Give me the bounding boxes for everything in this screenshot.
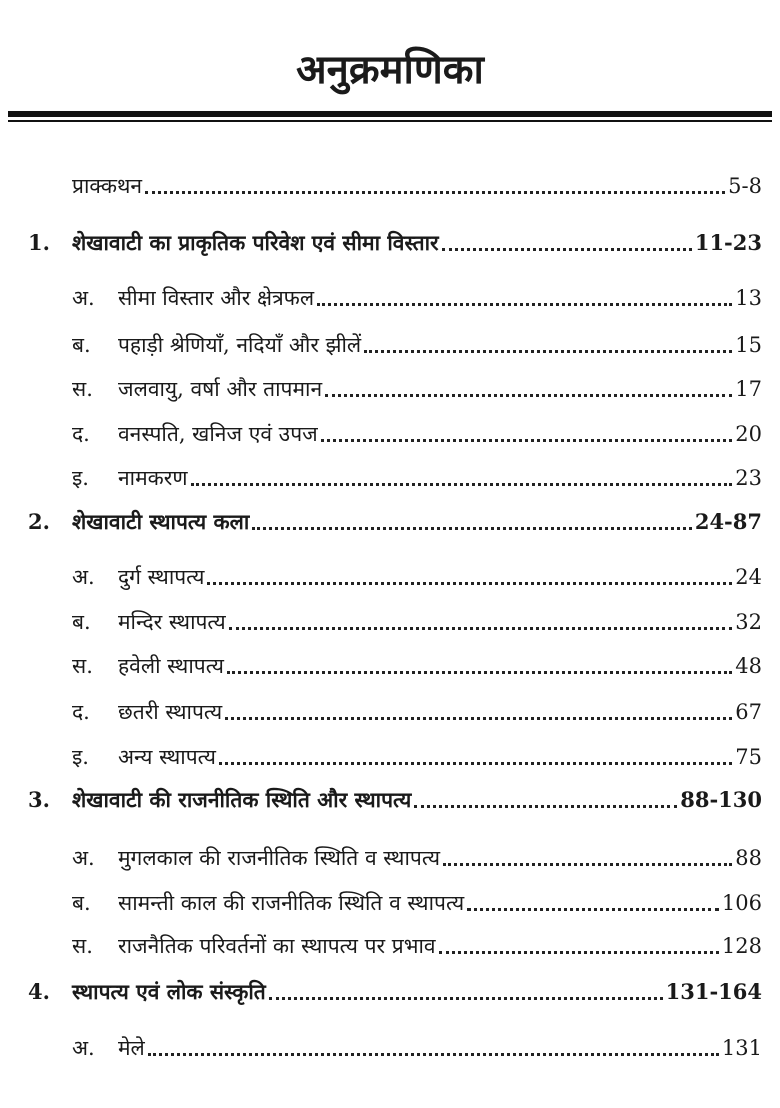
entry-label: छतरी स्थापत्य [118,700,223,724]
page-number: 131-164 [665,979,762,1004]
section-letter: अ. [72,286,95,310]
title-rule-thin [8,120,772,122]
entry-label: सामन्ती काल की राजनीतिक स्थिति व स्थापत्य [118,891,465,915]
page-number: 32 [735,610,762,634]
dot-leader [269,997,663,1000]
page-number: 13 [735,286,762,310]
section-letter: ब. [72,891,91,915]
section-entry [0,282,762,314]
dot-leader [252,527,692,530]
dot-leader [439,951,719,954]
entry-content [72,784,762,816]
page-title: अनुक्रमणिका [296,46,484,93]
entry-label: शेखावाटी की राजनीतिक स्थिति और स्थापत्य [72,787,412,812]
entry-content [72,282,762,314]
section-entry [0,930,762,962]
page-number: 24-87 [694,509,762,534]
entry-label: वनस्पति, खनिज एवं उपज [118,422,318,446]
section-letter: स. [72,934,93,958]
preface-entry [0,170,762,202]
section-entry [0,606,762,638]
page-number: 67 [735,700,762,724]
page-number: 15 [735,333,762,357]
entry-content [72,329,762,361]
page-number: 24 [735,565,762,589]
section-entry [0,696,762,728]
entry-label: जलवायु, वर्षा और तापमान [118,377,323,401]
dot-leader [207,582,732,585]
section-letter: द. [72,422,90,446]
entry-label: नामकरण [118,466,188,490]
entry-label: स्थापत्य एवं लोक संस्कृति [72,979,266,1004]
entry-content [72,506,762,538]
section-entry [0,650,762,682]
dot-leader [225,717,732,720]
entry-label: शेखावाटी का प्राकृतिक परिवेश एवं सीमा विस्तार [72,230,439,255]
entry-label: पहाड़ी श्रेणियाँ, नदियाँ और झीलें [118,333,362,357]
page-number: 88 [735,846,762,870]
entry-content [72,696,762,728]
page-number: 131 [721,1036,762,1060]
dot-leader [317,303,732,306]
page-number: 128 [721,934,762,958]
entry-label: सीमा विस्तार और क्षेत्रफल [118,286,315,310]
entry-label: प्राक्कथन [72,174,143,198]
page-number: 20 [735,422,762,446]
entry-label: मुगलकाल की राजनीतिक स्थिति व स्थापत्य [118,846,441,870]
dot-leader [229,627,733,630]
page-number: 11-23 [694,230,762,255]
section-entry [0,561,762,593]
dot-leader [442,248,692,251]
section-letter: स. [72,654,93,678]
section-entry [0,462,762,494]
page-number: 88-130 [680,787,762,812]
dot-leader [414,805,677,808]
entry-content [72,170,762,202]
entry-content [72,650,762,682]
dot-leader [364,350,732,353]
section-letter: इ. [72,745,89,769]
section-entry [0,842,762,874]
page-number: 75 [735,745,762,769]
entry-label: मन्दिर स्थापत्य [118,610,226,634]
chapter-entry [0,976,762,1008]
page-number: 48 [735,654,762,678]
chapter-number: 1. [28,230,50,255]
section-entry [0,373,762,405]
title-rule-thick [8,111,772,117]
section-letter: अ. [72,565,95,589]
entry-content [72,887,762,919]
entry-content [72,976,762,1008]
dot-leader [219,762,732,765]
section-letter: ब. [72,333,91,357]
section-letter: अ. [72,1036,95,1060]
section-letter: ब. [72,610,91,634]
section-letter: द. [72,700,90,724]
section-entry [0,418,762,450]
page-number: 23 [735,466,762,490]
chapter-entry [0,784,762,816]
page-number: 5-8 [728,174,762,198]
entry-content [72,227,762,259]
section-entry [0,1032,762,1064]
entry-label: दुर्ग स्थापत्य [118,565,205,589]
dot-leader [227,671,732,674]
entry-label: हवेली स्थापत्य [118,654,224,678]
entry-content [72,418,762,450]
page-number: 106 [721,891,762,915]
chapter-number: 4. [28,979,50,1004]
section-entry [0,741,762,773]
entry-label: राजनैतिक परिवर्तनों का स्थापत्य पर प्रभाव [118,934,436,958]
entry-label: अन्य स्थापत्य [118,745,216,769]
dot-leader [325,394,732,397]
dot-leader [145,191,725,194]
entry-content [72,606,762,638]
section-entry [0,329,762,361]
section-letter: इ. [72,466,89,490]
entry-content [72,930,762,962]
chapter-entry [0,506,762,538]
entry-label: शेखावाटी स्थापत्य कला [72,509,250,534]
section-letter: अ. [72,846,95,870]
dot-leader [321,439,733,442]
chapter-number: 3. [28,787,50,812]
entry-content [72,842,762,874]
page-number: 17 [735,377,762,401]
dot-leader [467,908,719,911]
entry-label: मेले [118,1036,145,1060]
chapter-number: 2. [28,509,50,534]
section-entry [0,887,762,919]
dot-leader [148,1053,719,1056]
section-letter: स. [72,377,93,401]
entry-content [72,462,762,494]
entry-content [72,1032,762,1064]
entry-content [72,373,762,405]
entry-content [72,741,762,773]
entry-content [72,561,762,593]
chapter-entry [0,227,762,259]
dot-leader [191,483,733,486]
dot-leader [443,863,732,866]
